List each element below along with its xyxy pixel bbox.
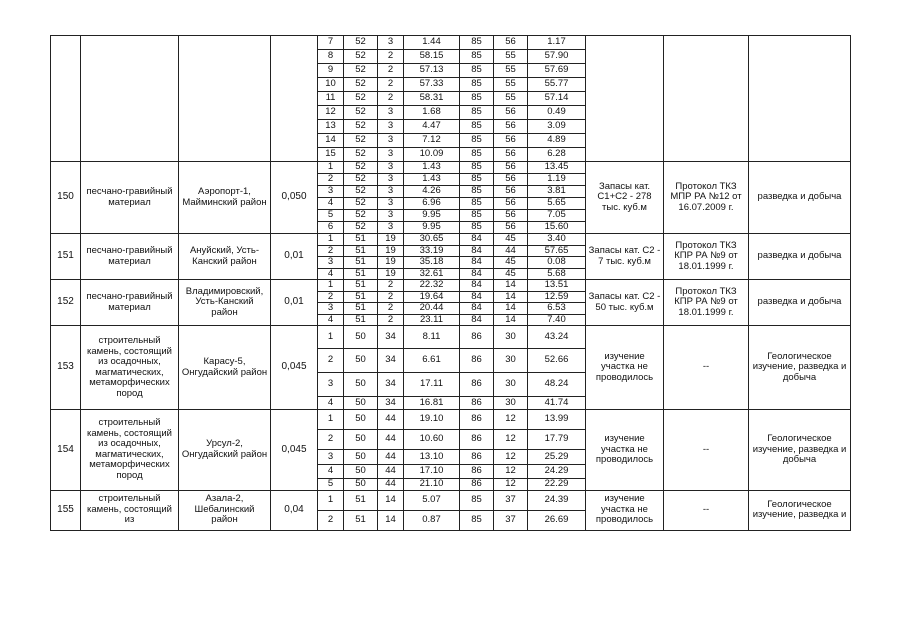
lon-min: 55 [494, 64, 528, 78]
group-number: 154 [51, 410, 81, 491]
lat-min: 2 [378, 314, 404, 326]
lat-deg: 52 [344, 36, 378, 50]
lon-deg: 86 [460, 450, 494, 465]
lon-min: 12 [494, 465, 528, 479]
lon-deg: 86 [460, 430, 494, 450]
table-row [51, 490, 851, 510]
lon-deg: 85 [460, 222, 494, 234]
material-cell: строительный камень, состоящий из [81, 490, 179, 530]
point-number: 4 [318, 314, 344, 326]
lat-sec: 1.43 [404, 162, 460, 174]
lon-deg: 84 [460, 245, 494, 257]
protocol-cell: -- [664, 326, 749, 410]
lat-min: 3 [378, 106, 404, 120]
lat-min: 3 [378, 148, 404, 162]
lat-min: 3 [378, 36, 404, 50]
protocol-cell: Протокол ТКЗ МПР РА №12 от 16.07.2009 г. [664, 162, 749, 234]
lat-min: 44 [378, 450, 404, 465]
lon-min: 30 [494, 373, 528, 397]
point-number: 2 [318, 349, 344, 373]
protocol-cell: Протокол ТКЗ КПР РА №9 от 18.01.1999 г. [664, 234, 749, 280]
lon-sec: 3.40 [528, 234, 586, 246]
lat-sec: 7.12 [404, 134, 460, 148]
lat-sec: 6.61 [404, 349, 460, 373]
lon-deg: 86 [460, 326, 494, 349]
lat-min: 3 [378, 198, 404, 210]
lat-deg: 52 [344, 120, 378, 134]
lon-sec: 55.77 [528, 78, 586, 92]
lon-sec: 1.19 [528, 174, 586, 186]
lon-deg: 84 [460, 268, 494, 280]
point-number: 1 [318, 490, 344, 510]
point-number: 6 [318, 222, 344, 234]
lon-sec: 52.66 [528, 349, 586, 373]
lat-min: 44 [378, 430, 404, 450]
lon-sec: 57.65 [528, 245, 586, 257]
lon-min: 56 [494, 162, 528, 174]
lat-deg: 51 [344, 257, 378, 269]
lon-sec: 43.24 [528, 326, 586, 349]
point-number: 5 [318, 479, 344, 491]
material-cell [81, 36, 179, 162]
lat-deg: 52 [344, 64, 378, 78]
lon-sec: 15.60 [528, 222, 586, 234]
lon-deg: 85 [460, 148, 494, 162]
reserves-cell: Запасы кат. С2 - 7 тыс. куб.м [586, 234, 664, 280]
lon-sec: 6.28 [528, 148, 586, 162]
lat-deg: 52 [344, 210, 378, 222]
lat-sec: 13.10 [404, 450, 460, 465]
table-row [51, 234, 851, 246]
lat-deg: 51 [344, 303, 378, 315]
lat-deg: 50 [344, 326, 378, 349]
lat-min: 3 [378, 174, 404, 186]
lon-min: 56 [494, 174, 528, 186]
lat-sec: 23.11 [404, 314, 460, 326]
point-number: 3 [318, 303, 344, 315]
lon-sec: 13.45 [528, 162, 586, 174]
lon-min: 55 [494, 92, 528, 106]
license-areas-table [50, 35, 851, 531]
point-number: 1 [318, 162, 344, 174]
lat-min: 34 [378, 349, 404, 373]
lon-min: 30 [494, 397, 528, 410]
lat-deg: 51 [344, 314, 378, 326]
lat-min: 19 [378, 268, 404, 280]
lat-min: 34 [378, 397, 404, 410]
lat-min: 34 [378, 326, 404, 349]
area-cell: 0,01 [271, 280, 318, 326]
area-cell: 0,045 [271, 410, 318, 491]
lat-min: 34 [378, 373, 404, 397]
lon-sec: 7.40 [528, 314, 586, 326]
lon-deg: 86 [460, 479, 494, 491]
lon-sec: 57.90 [528, 50, 586, 64]
lon-deg: 85 [460, 92, 494, 106]
lat-sec: 33.19 [404, 245, 460, 257]
table-row [51, 326, 851, 349]
lon-min: 56 [494, 198, 528, 210]
location-cell: Карасу-5, Онгудайский район [179, 326, 271, 410]
lat-deg: 52 [344, 92, 378, 106]
lat-sec: 30.65 [404, 234, 460, 246]
table-body [51, 36, 851, 531]
lon-min: 14 [494, 280, 528, 292]
lon-min: 56 [494, 210, 528, 222]
status-cell: разведка и добыча [749, 234, 851, 280]
status-cell: Геологическое изучение, разведка и добыча [749, 410, 851, 491]
material-cell: песчано-гравийный материал [81, 234, 179, 280]
lat-deg: 51 [344, 234, 378, 246]
point-number: 3 [318, 450, 344, 465]
lon-deg: 85 [460, 174, 494, 186]
area-cell: 0,01 [271, 234, 318, 280]
lat-deg: 51 [344, 510, 378, 530]
location-cell: Ануйский, Усть-Канский район [179, 234, 271, 280]
table-row [51, 162, 851, 174]
lat-sec: 4.47 [404, 120, 460, 134]
lon-deg: 86 [460, 410, 494, 430]
lat-min: 2 [378, 64, 404, 78]
lon-min: 55 [494, 78, 528, 92]
lat-min: 3 [378, 210, 404, 222]
lon-sec: 22.29 [528, 479, 586, 491]
lon-deg: 84 [460, 303, 494, 315]
lat-min: 3 [378, 186, 404, 198]
lat-min: 3 [378, 134, 404, 148]
point-number: 15 [318, 148, 344, 162]
status-cell [749, 36, 851, 162]
group-number: 150 [51, 162, 81, 234]
point-number: 3 [318, 186, 344, 198]
reserves-cell: изучение участка не проводилось [586, 410, 664, 491]
location-cell [179, 36, 271, 162]
lon-min: 56 [494, 222, 528, 234]
lat-deg: 52 [344, 50, 378, 64]
lat-min: 2 [378, 50, 404, 64]
lat-deg: 50 [344, 410, 378, 430]
material-cell: строительный камень, состоящий из осадочных, магматических, метаморфических пород [81, 410, 179, 491]
lat-sec: 8.11 [404, 326, 460, 349]
lon-sec: 26.69 [528, 510, 586, 530]
point-number: 1 [318, 280, 344, 292]
lon-min: 56 [494, 106, 528, 120]
lon-sec: 0.49 [528, 106, 586, 120]
lon-sec: 4.89 [528, 134, 586, 148]
material-cell: песчано-гравийный материал [81, 162, 179, 234]
lon-min: 30 [494, 349, 528, 373]
lon-min: 55 [494, 50, 528, 64]
lon-sec: 0.08 [528, 257, 586, 269]
lon-deg: 84 [460, 314, 494, 326]
lon-deg: 85 [460, 162, 494, 174]
lon-deg: 85 [460, 134, 494, 148]
group-number: 152 [51, 280, 81, 326]
point-number: 4 [318, 465, 344, 479]
location-cell: Урсул-2, Онгудайский район [179, 410, 271, 491]
lon-min: 14 [494, 291, 528, 303]
lat-deg: 52 [344, 78, 378, 92]
reserves-cell: Запасы кат. С1+С2 - 278 тыс. куб.м [586, 162, 664, 234]
lon-min: 12 [494, 410, 528, 430]
lat-sec: 1.43 [404, 174, 460, 186]
lon-min: 12 [494, 479, 528, 491]
reserves-cell: изучение участка не проводилось [586, 490, 664, 530]
status-cell: разведка и добыча [749, 280, 851, 326]
lon-deg: 86 [460, 397, 494, 410]
lat-sec: 32.61 [404, 268, 460, 280]
point-number: 4 [318, 198, 344, 210]
lat-deg: 52 [344, 198, 378, 210]
lon-deg: 85 [460, 120, 494, 134]
protocol-cell: -- [664, 410, 749, 491]
location-cell: Азала-2, Шебалинский район [179, 490, 271, 530]
lon-min: 14 [494, 303, 528, 315]
lat-min: 3 [378, 120, 404, 134]
lon-deg: 85 [460, 50, 494, 64]
lat-sec: 4.26 [404, 186, 460, 198]
point-number: 2 [318, 291, 344, 303]
lon-sec: 57.69 [528, 64, 586, 78]
lon-min: 45 [494, 234, 528, 246]
lat-deg: 51 [344, 490, 378, 510]
lon-deg: 85 [460, 106, 494, 120]
lon-sec: 48.24 [528, 373, 586, 397]
lon-min: 45 [494, 268, 528, 280]
lat-min: 19 [378, 245, 404, 257]
lon-deg: 84 [460, 234, 494, 246]
lon-sec: 12.59 [528, 291, 586, 303]
lat-min: 2 [378, 92, 404, 106]
point-number: 7 [318, 36, 344, 50]
lon-sec: 6.53 [528, 303, 586, 315]
lat-deg: 51 [344, 280, 378, 292]
lon-min: 44 [494, 245, 528, 257]
material-cell: строительный камень, состоящий из осадочных, магматических, метаморфических пород [81, 326, 179, 410]
lat-min: 3 [378, 222, 404, 234]
lon-sec: 5.65 [528, 198, 586, 210]
point-number: 3 [318, 257, 344, 269]
lon-deg: 85 [460, 186, 494, 198]
table-row [51, 410, 851, 430]
point-number: 2 [318, 174, 344, 186]
area-cell: 0,050 [271, 162, 318, 234]
table-row [51, 280, 851, 292]
lat-min: 2 [378, 280, 404, 292]
table-row [51, 36, 851, 50]
area-cell: 0,04 [271, 490, 318, 530]
lon-sec: 25.29 [528, 450, 586, 465]
lat-min: 14 [378, 490, 404, 510]
lon-min: 14 [494, 314, 528, 326]
lat-sec: 21.10 [404, 479, 460, 491]
lon-deg: 85 [460, 78, 494, 92]
lon-deg: 86 [460, 349, 494, 373]
lat-sec: 17.11 [404, 373, 460, 397]
point-number: 2 [318, 430, 344, 450]
status-cell: Геологическое изучение, разведка и [749, 490, 851, 530]
group-number: 151 [51, 234, 81, 280]
lon-deg: 84 [460, 257, 494, 269]
lat-deg: 51 [344, 245, 378, 257]
lon-sec: 57.14 [528, 92, 586, 106]
lon-sec: 5.68 [528, 268, 586, 280]
lon-deg: 84 [460, 291, 494, 303]
lon-deg: 85 [460, 210, 494, 222]
lon-deg: 85 [460, 36, 494, 50]
lat-min: 14 [378, 510, 404, 530]
lon-sec: 3.81 [528, 186, 586, 198]
lon-sec: 7.05 [528, 210, 586, 222]
protocol-cell: Протокол ТКЗ КПР РА №9 от 18.01.1999 г. [664, 280, 749, 326]
lat-deg: 51 [344, 291, 378, 303]
lat-sec: 57.33 [404, 78, 460, 92]
lat-sec: 10.09 [404, 148, 460, 162]
point-number: 1 [318, 234, 344, 246]
lat-sec: 9.95 [404, 222, 460, 234]
lon-min: 12 [494, 430, 528, 450]
point-number: 3 [318, 373, 344, 397]
document-page [50, 35, 850, 531]
point-number: 4 [318, 268, 344, 280]
group-number [51, 36, 81, 162]
status-cell: Геологическое изучение, разведка и добыча [749, 326, 851, 410]
lon-sec: 13.51 [528, 280, 586, 292]
lon-min: 56 [494, 148, 528, 162]
lon-sec: 17.79 [528, 430, 586, 450]
lat-sec: 19.64 [404, 291, 460, 303]
point-number: 2 [318, 245, 344, 257]
lat-deg: 52 [344, 174, 378, 186]
lat-min: 2 [378, 291, 404, 303]
lat-sec: 16.81 [404, 397, 460, 410]
lon-deg: 86 [460, 373, 494, 397]
lat-deg: 52 [344, 186, 378, 198]
reserves-cell: изучение участка не проводилось [586, 326, 664, 410]
area-cell [271, 36, 318, 162]
lat-sec: 17.10 [404, 465, 460, 479]
lon-deg: 85 [460, 510, 494, 530]
lat-deg: 50 [344, 349, 378, 373]
lat-deg: 52 [344, 148, 378, 162]
point-number: 11 [318, 92, 344, 106]
lat-min: 19 [378, 234, 404, 246]
lon-min: 56 [494, 134, 528, 148]
lat-sec: 9.95 [404, 210, 460, 222]
lat-sec: 10.60 [404, 430, 460, 450]
lon-min: 37 [494, 510, 528, 530]
lat-min: 2 [378, 303, 404, 315]
point-number: 8 [318, 50, 344, 64]
point-number: 12 [318, 106, 344, 120]
point-number: 1 [318, 326, 344, 349]
lon-sec: 41.74 [528, 397, 586, 410]
point-number: 4 [318, 397, 344, 410]
lat-sec: 20.44 [404, 303, 460, 315]
point-number: 14 [318, 134, 344, 148]
location-cell: Аэропорт-1, Майминский район [179, 162, 271, 234]
lon-deg: 85 [460, 64, 494, 78]
lat-deg: 50 [344, 479, 378, 491]
protocol-cell: -- [664, 490, 749, 530]
lat-deg: 50 [344, 397, 378, 410]
lat-deg: 50 [344, 465, 378, 479]
lat-min: 2 [378, 78, 404, 92]
point-number: 1 [318, 410, 344, 430]
protocol-cell [664, 36, 749, 162]
lat-sec: 22.32 [404, 280, 460, 292]
lon-min: 12 [494, 450, 528, 465]
lat-sec: 57.13 [404, 64, 460, 78]
lon-sec: 3.09 [528, 120, 586, 134]
lat-sec: 19.10 [404, 410, 460, 430]
lon-sec: 1.17 [528, 36, 586, 50]
lat-deg: 50 [344, 430, 378, 450]
lat-deg: 52 [344, 162, 378, 174]
lat-sec: 35.18 [404, 257, 460, 269]
location-cell: Владимировский, Усть-Канский район [179, 280, 271, 326]
lat-min: 44 [378, 465, 404, 479]
lat-sec: 6.96 [404, 198, 460, 210]
lat-deg: 50 [344, 450, 378, 465]
lon-sec: 13.99 [528, 410, 586, 430]
lon-deg: 85 [460, 490, 494, 510]
point-number: 5 [318, 210, 344, 222]
material-cell: песчано-гравийный материал [81, 280, 179, 326]
lat-min: 19 [378, 257, 404, 269]
lat-sec: 5.07 [404, 490, 460, 510]
lon-sec: 24.29 [528, 465, 586, 479]
lon-deg: 84 [460, 280, 494, 292]
lat-deg: 52 [344, 134, 378, 148]
lon-deg: 85 [460, 198, 494, 210]
lon-min: 56 [494, 120, 528, 134]
lat-sec: 58.31 [404, 92, 460, 106]
lon-min: 45 [494, 257, 528, 269]
lat-deg: 51 [344, 268, 378, 280]
lat-sec: 1.44 [404, 36, 460, 50]
lat-deg: 52 [344, 106, 378, 120]
point-number: 9 [318, 64, 344, 78]
group-number: 155 [51, 490, 81, 530]
lat-sec: 1.68 [404, 106, 460, 120]
point-number: 2 [318, 510, 344, 530]
status-cell: разведка и добыча [749, 162, 851, 234]
lat-sec: 58.15 [404, 50, 460, 64]
lon-deg: 86 [460, 465, 494, 479]
area-cell: 0,045 [271, 326, 318, 410]
lon-min: 37 [494, 490, 528, 510]
reserves-cell: Запасы кат. С2 - 50 тыс. куб.м [586, 280, 664, 326]
lon-sec: 24.39 [528, 490, 586, 510]
lon-min: 30 [494, 326, 528, 349]
lon-min: 56 [494, 36, 528, 50]
lat-min: 44 [378, 410, 404, 430]
lat-min: 3 [378, 162, 404, 174]
point-number: 13 [318, 120, 344, 134]
point-number: 10 [318, 78, 344, 92]
lon-min: 56 [494, 186, 528, 198]
lat-deg: 50 [344, 373, 378, 397]
group-number: 153 [51, 326, 81, 410]
reserves-cell [586, 36, 664, 162]
lat-sec: 0.87 [404, 510, 460, 530]
lat-deg: 52 [344, 222, 378, 234]
lat-min: 44 [378, 479, 404, 491]
